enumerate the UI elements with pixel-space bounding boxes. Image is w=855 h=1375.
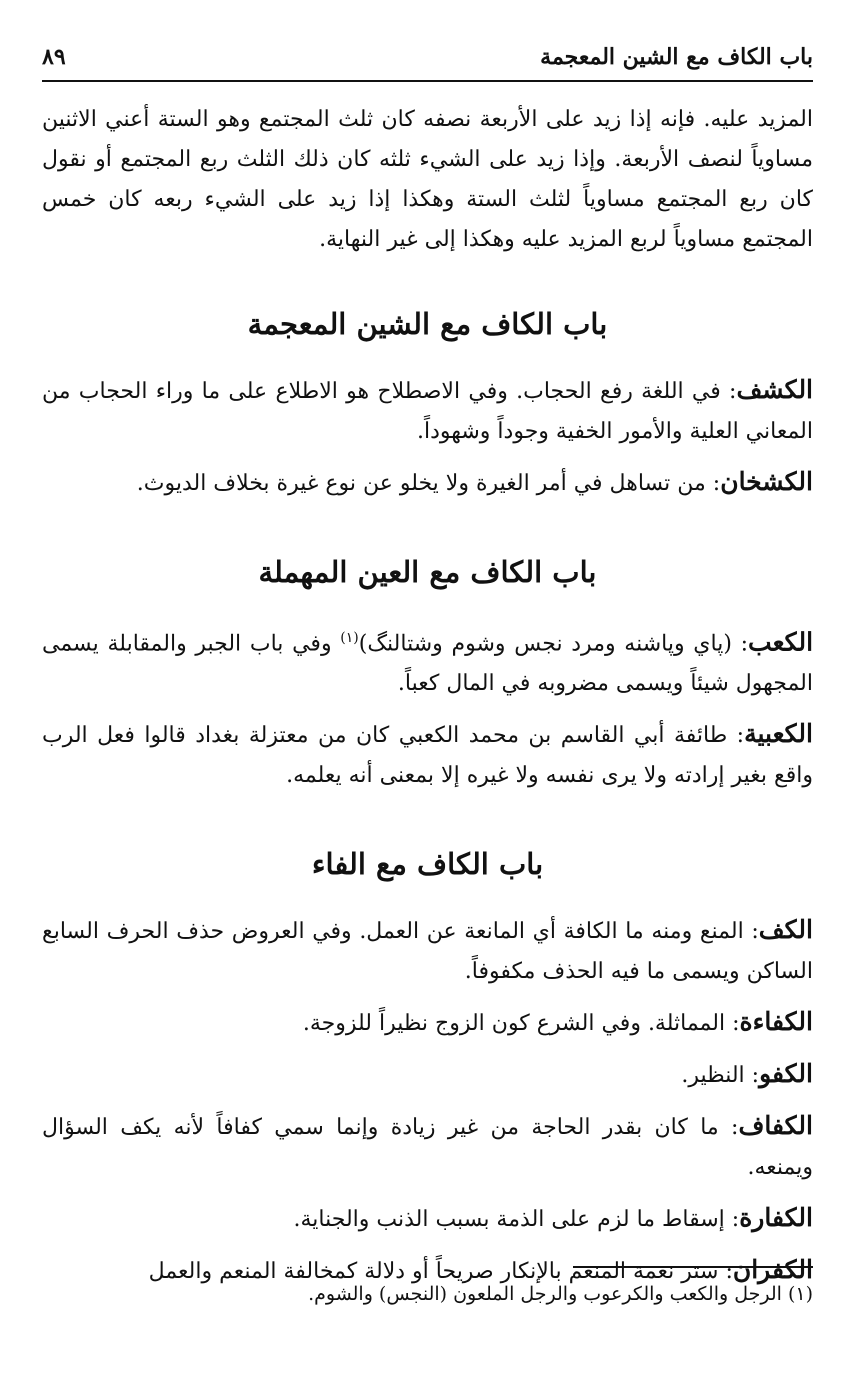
entry-al-kufw: الكفو: النظير. <box>681 1059 813 1089</box>
entry-term: الكفو <box>759 1059 813 1089</box>
entry-term: الكشخان <box>720 467 813 496</box>
entry-al-kab: الكعب: (پاي وپاشنه ومرد نجس وشوم وشتالنگ)$^{(١)}$ وفي باب الجبر والمقابلة يسمى المجهول شيئاً ويسمى مضروبه في المال كعباً. <box>42 627 814 697</box>
footnote <box>42 1278 813 1310</box>
entry-al-kafaa: الكفاءة: المماثلة. وفي الشرع كون الزوج نظيراً للزوجة. <box>302 1007 813 1037</box>
intro-paragraph: المزيد عليه. فإنه إذا زيد على الأربعة نصفه كان ثلث المجتمع وهو الستة أعني الاثنين مساوياً لنصف الأربعة. وإذا زيد على الشيء ثلثه كان ذلك الثلث ربع المجتمع أو نقول كان ربع المجتمع مساوياً لثلث الستة وهكذا إذا زيد على الشيء ربعه كان خمس المجتمع مساوياً لربع المزيد عليه وهكذا إلى غير النهاية. <box>42 107 813 252</box>
entry-term: الكعب <box>748 627 814 657</box>
entry-definition: المنع ومنه ما الكافة أي المانعة عن العمل. وفي العروض حذف الحرف السابع الساكن ويسمى ما فيه الحذف مكفوفاً. <box>42 919 813 985</box>
running-header <box>42 40 813 82</box>
entry-definition: وفي باب الجبر والمقابلة يسمى المجهول شيئاً ويسمى مضروبه في المال كعباً. <box>42 631 813 697</box>
entry-al-kashkhan: الكشخان: من تساهل في أمر الغيرة ولا يخلو عن نوع غيرة بخلاف الديوث. <box>136 467 813 496</box>
footnote-divider <box>573 1266 813 1268</box>
entry-term: الكشف <box>736 375 814 404</box>
section-gap <box>42 514 813 542</box>
entry-term: الكعبية <box>744 719 813 749</box>
entry-definition: النظير. <box>681 1063 745 1089</box>
entry-definition: في اللغة رفع الحجاب. وفي الاصطلاح هو الاطلاع على ما وراء الحجاب من المعاني العلية والأمور الخفية وجوداً وشهوداً. <box>42 379 813 444</box>
entry-al-kafaf: الكفاف: ما كان بقدر الحاجة من غير زيادة وإنما سمي كفافاً لأنه يكف السؤال ويمنعه. <box>42 1111 813 1181</box>
footnote-text: الرجل والكعب والكرعوب والرجل الملعون (النجس) والشوم. <box>308 1283 782 1305</box>
section-heading: باب الكاف مع الفاء <box>311 847 544 882</box>
entry-al-kufran: الكفران: ستر نعمة المنعم بالإنكار صريحاً أو دلالة كمخالفة المنعم والعمل <box>148 1255 813 1285</box>
footnote-reference: (١) <box>340 630 359 646</box>
entry-al-kaff: الكف: المنع ومنه ما الكافة أي المانعة عن العمل. وفي العروض حذف الحرف السابع الساكن ويسمى ما فيه الحذف مكفوفاً. <box>42 915 813 985</box>
page-body <box>42 100 813 1302</box>
entry-al-kabiyya: الكعبية: طائفة أبي القاسم بن محمد الكعبي كان من معتزلة بغداد قالوا فعل الرب واقع بغير إرادته ولا يرى نفسه ولا غيره إلا بمعنى أنه يعلمه. <box>42 719 813 789</box>
entry-definition: المماثلة. وفي الشرع كون الزوج نظيراً للزوجة. <box>302 1011 726 1037</box>
entry-definition-persian: (پاي وپاشنه ومرد نجس وشوم وشتالنگ) <box>358 631 732 657</box>
footnote-marker: (١) <box>787 1283 813 1305</box>
entry-term: الكفاءة <box>739 1007 813 1037</box>
page-number: ٨٩ <box>42 44 66 70</box>
entry-definition: طائفة أبي القاسم بن محمد الكعبي كان من معتزلة بغداد قالوا فعل الرب واقع بغير إرادته ولا يرى نفسه ولا غيره إلا بمعنى أنه يعلمه. <box>42 723 813 789</box>
entry-definition: ما كان بقدر الحاجة من غير زيادة وإنما سمي كفافاً لأنه يكف السؤال ويمنعه. <box>42 1115 813 1181</box>
entry-term: الكف <box>758 915 813 945</box>
entry-definition: ستر نعمة المنعم بالإنكار صريحاً أو دلالة كمخالفة المنعم والعمل <box>148 1259 719 1285</box>
entry-definition: من تساهل في أمر الغيرة ولا يخلو عن نوع غيرة بخلاف الديوث. <box>136 471 706 496</box>
section-heading: باب الكاف مع العين المهملة <box>258 555 597 589</box>
section-heading: باب الكاف مع الشين المعجمة <box>247 307 608 341</box>
entry-al-kashf: الكشف: في اللغة رفع الحجاب. وفي الاصطلاح هو الاطلاع على ما وراء الحجاب من المعاني العلية والأمور الخفية وجوداً وشهوداً. <box>42 375 814 444</box>
entry-term: الكفارة <box>739 1203 813 1233</box>
running-header-title: باب الكاف مع الشين المعجمة <box>540 44 813 70</box>
entry-definition: إسقاط ما لزم على الذمة بسبب الذنب والجناية. <box>293 1207 725 1233</box>
entry-term: الكفران <box>732 1255 813 1285</box>
section-gap <box>42 806 813 834</box>
entry-al-kaffara: الكفارة: إسقاط ما لزم على الذمة بسبب الذنب والجناية. <box>293 1203 813 1233</box>
entry-term: الكفاف <box>738 1111 813 1141</box>
